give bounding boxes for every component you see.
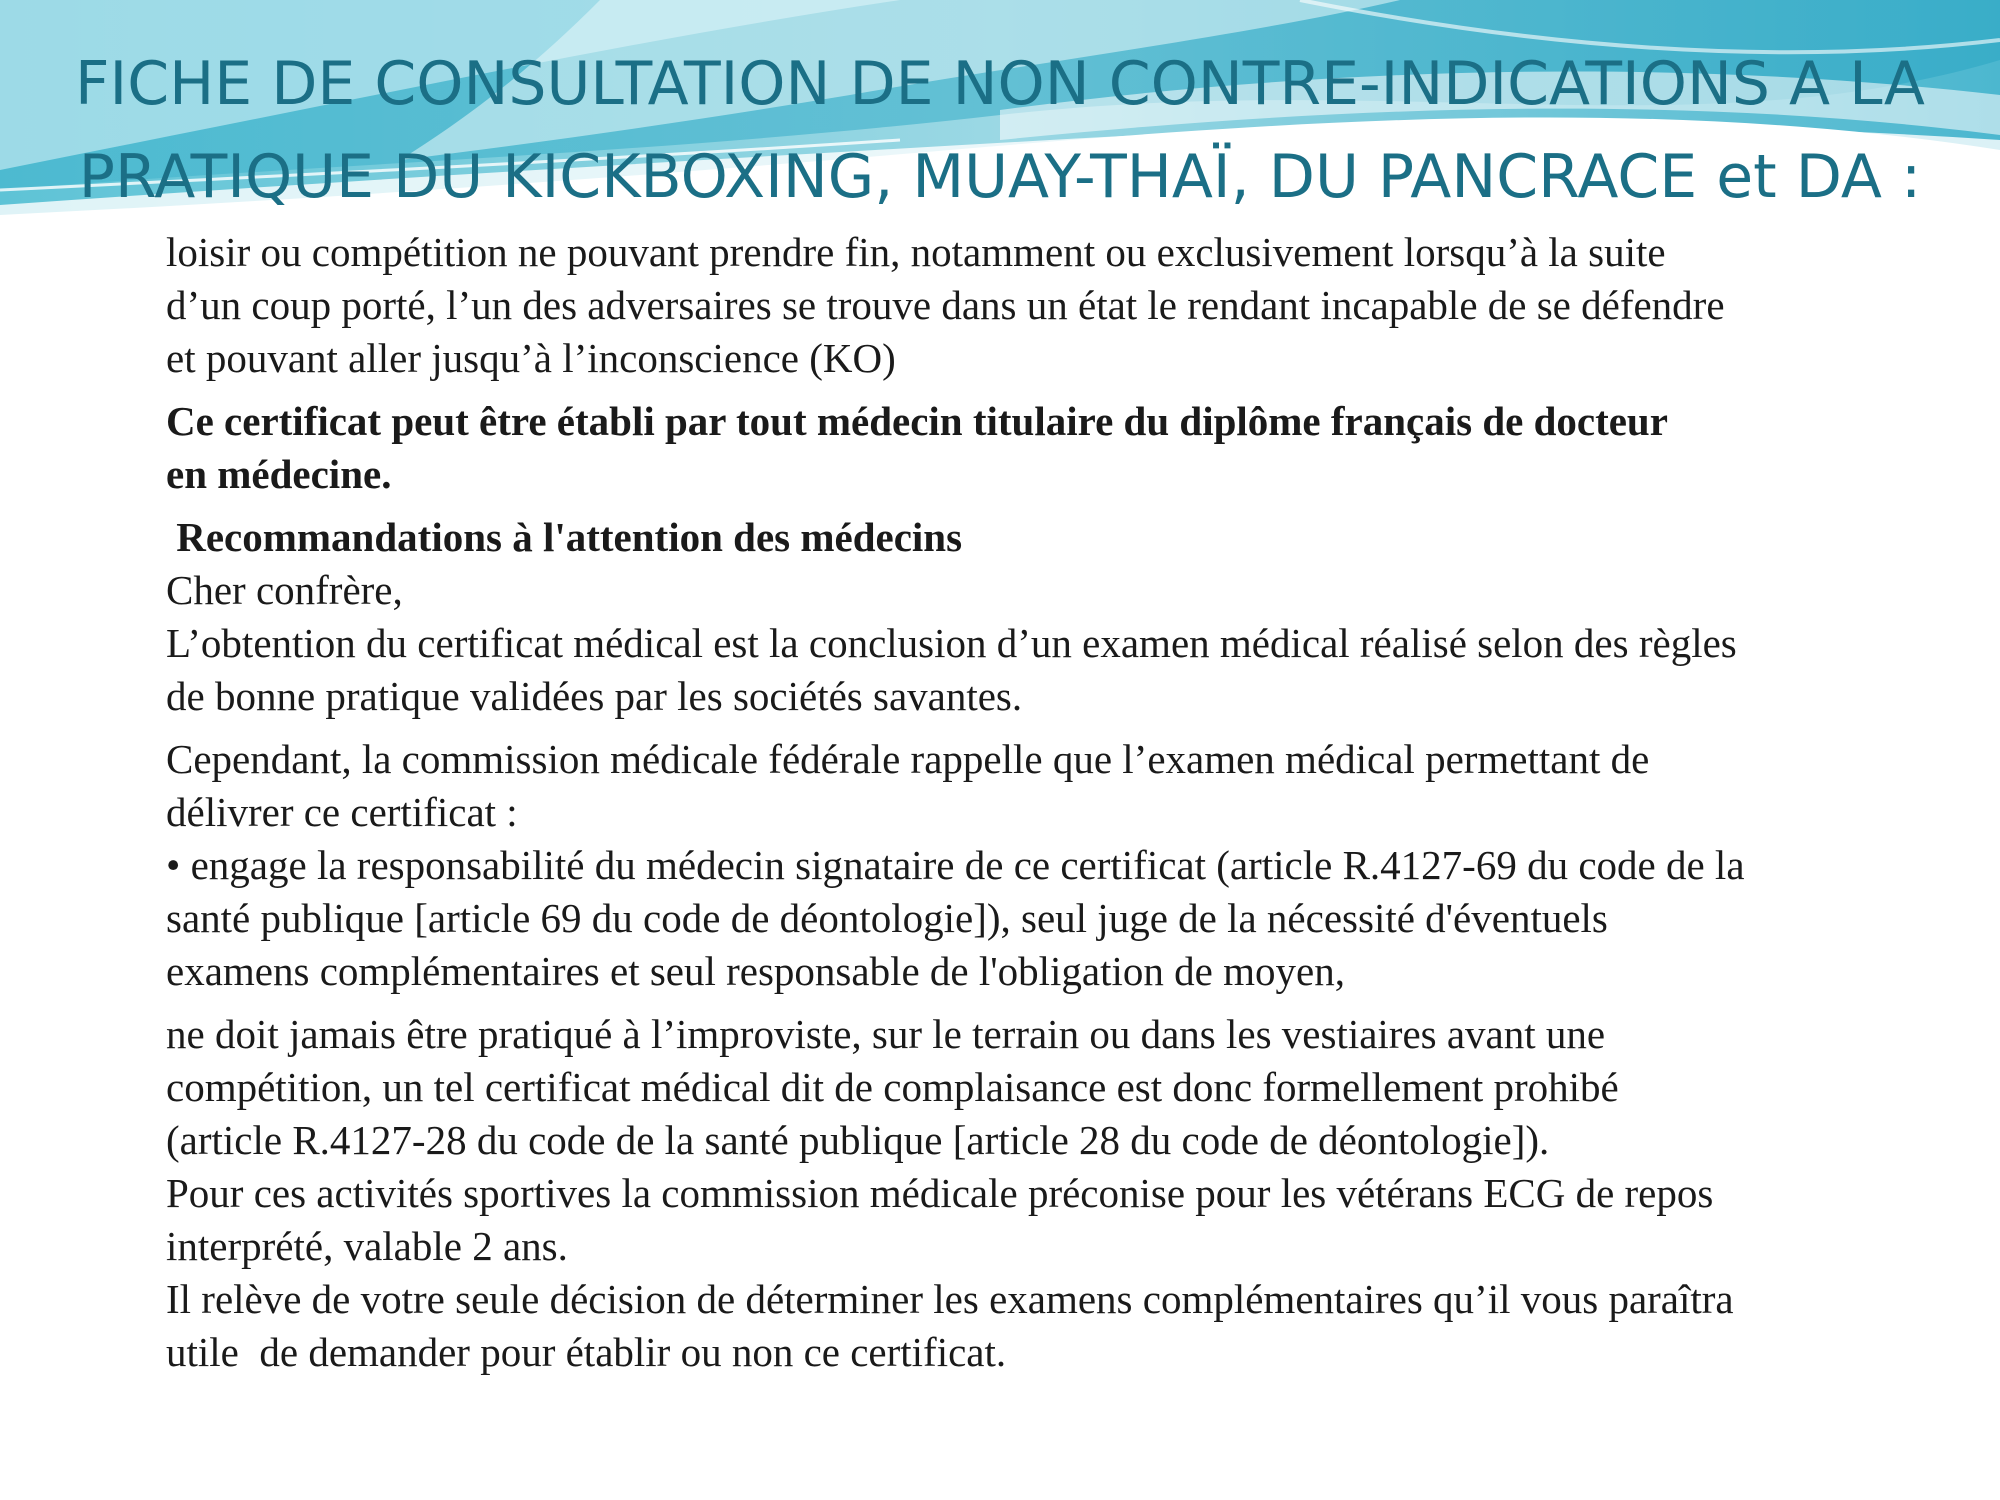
bullet-line: • engage la responsabilité du médecin signataire de ce certificat (article R.4127-69 du code de la <box>166 842 1745 888</box>
text-line: L’obtention du certificat médical est la conclusion d’un examen médical réalisé selon des règles <box>166 620 1737 666</box>
section-heading: Recommandations à l'attention des médecins <box>166 514 963 560</box>
text-line: Il relève de votre seule décision de déterminer les examens complémentaires qu’il vous paraîtra <box>166 1276 1734 1322</box>
paragraph-definition <box>166 226 1966 385</box>
text-line: et pouvant aller jusqu’à l’inconscience (KO) <box>166 335 896 381</box>
text-line: examens complémentaires et seul responsable de l'obligation de moyen, <box>166 948 1345 994</box>
text-line: utile de demander pour établir ou non ce certificat. <box>166 1329 1007 1375</box>
text-line: compétition, un tel certificat médical dit de complaisance est donc formellement prohibé <box>166 1064 1619 1110</box>
paragraph-certificate-note <box>166 395 1966 501</box>
text-line: délivrer ce certificat : <box>166 789 518 835</box>
page-title <box>0 38 2000 224</box>
paragraph-recommendations <box>166 511 1966 723</box>
text-line: santé publique [article 69 du code de déontologie]), seul juge de la nécessité d'éventuels <box>166 895 1608 941</box>
text-line: Cher confrère, <box>166 567 403 613</box>
text-line: en médecine. <box>166 451 392 497</box>
text-line: Pour ces activités sportives la commission médicale préconise pour les vétérans ECG de repos <box>166 1170 1714 1216</box>
text-line: Cependant, la commission médicale fédérale rappelle que l’examen médical permettant de <box>166 736 1650 782</box>
text-line: Ce certificat peut être établi par tout médecin titulaire du diplôme français de docteur <box>166 398 1668 444</box>
paragraph-commission <box>166 733 1966 998</box>
text-line: loisir ou compétition ne pouvant prendre fin, notamment ou exclusivement lorsqu’à la suite <box>166 229 1666 275</box>
title-line-2: PRATIQUE DU KICKBOXING, MUAY-THAÏ, DU PANCRACE et DA : <box>78 142 1922 212</box>
text-line: de bonne pratique validées par les sociétés savantes. <box>166 673 1023 719</box>
text-line: (article R.4127-28 du code de la santé publique [article 28 du code de déontologie]). <box>166 1117 1550 1163</box>
text-line: d’un coup porté, l’un des adversaires se trouve dans un état le rendant incapable de se défendre <box>166 282 1725 328</box>
title-line-1: FICHE DE CONSULTATION DE NON CONTRE-INDICATIONS A LA <box>75 49 1925 119</box>
slide-body <box>166 226 1966 1389</box>
text-line: ne doit jamais être pratiqué à l’improviste, sur le terrain ou dans les vestiaires avant une <box>166 1011 1606 1057</box>
text-line: interprété, valable 2 ans. <box>166 1223 568 1269</box>
paragraph-prohibition <box>166 1008 1966 1379</box>
